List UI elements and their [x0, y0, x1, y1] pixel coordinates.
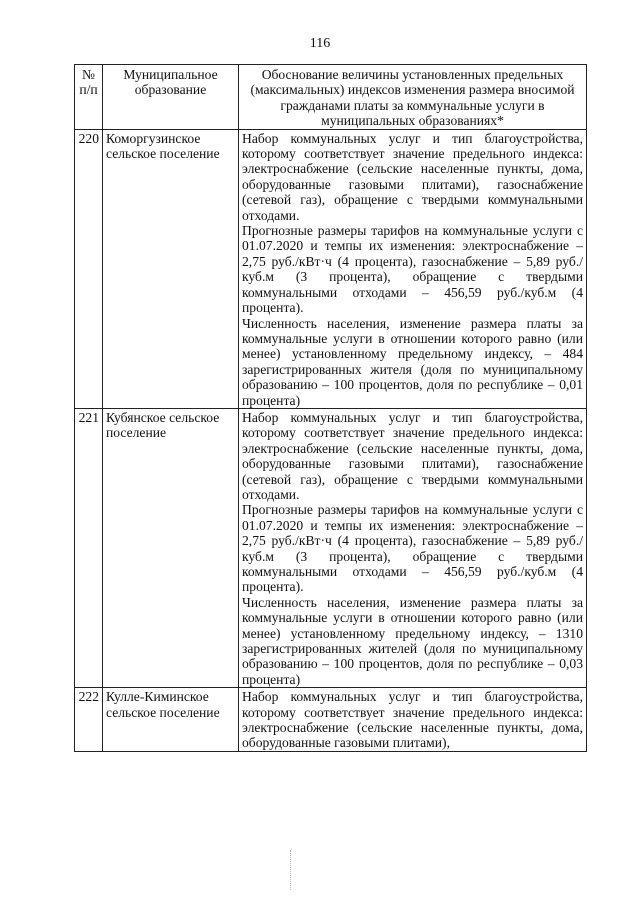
row-municipality: Кулле-Киминское сельское поселение — [103, 688, 239, 752]
table-row — [75, 129, 587, 408]
justification-services: Набор коммунальных услуг и тип благоустройства, которому соответствует значение предельного индекса: электроснабжение (сельские населенные пункты, дома, оборудованные газовыми плитами), газоснабжение (сетевой газ), обращение с твердыми коммунальными отходами. — [242, 409, 583, 502]
justification-services: Набор коммунальных услуг и тип благоустройства, которому соответствует значение предельного индекса: электроснабжение (сельские населенные пункты, дома, оборудованные газовыми плитами), газоснабжение (сетевой газ), обращение с твердыми коммунальными отходами. — [242, 130, 583, 223]
justification-tariffs: Прогнозные размеры тарифов на коммунальные услуги с 01.07.2020 и темпы их изменения: электроснабжение – 2,75 руб./кВт·ч (4 процента), газоснабжение – 5,89 руб./куб.м (3 процента), обращение с твердыми коммунальными отходами – 456,59 руб./куб.м (4 процента). — [242, 502, 583, 595]
justification-population: Численность населения, изменение размера платы за коммунальные услуги в отношении которого равно (или менее) установленному предельному индексу, – 484 зарегистрированных жителя (доля по муниципальному образованию – 100 процентов, доля по республике – 0,01 процента) — [242, 315, 583, 408]
table-header-row — [75, 65, 587, 130]
row-number: 221 — [75, 408, 103, 687]
page-number: 116 — [309, 36, 331, 51]
municipal-index-table — [74, 64, 587, 752]
row-justification — [239, 688, 587, 752]
header-municipality: Муниципальное образование — [103, 65, 239, 130]
row-justification — [239, 129, 587, 408]
row-municipality: Коморгузинское сельское поселение — [103, 129, 239, 408]
justification-tariffs: Прогнозные размеры тарифов на коммунальные услуги с 01.07.2020 и темпы их изменения: электроснабжение – 2,75 руб./кВт·ч (4 процента), газоснабжение – 5,89 руб./куб.м (3 процента), обращение с твердыми коммунальными отходами – 456,59 руб./куб.м (4 процента). — [242, 223, 583, 316]
header-justification: Обоснование величины установленных предельных (максимальных) индексов изменения размера вносимой гражданами платы за коммунальные услуги в муниципальных образованиях* — [239, 65, 587, 130]
table-row — [75, 688, 587, 752]
header-num: № п/п — [75, 65, 103, 130]
scan-artifact — [290, 850, 293, 890]
row-number: 220 — [75, 129, 103, 408]
justification-population: Численность населения, изменение размера платы за коммунальные услуги в отношении которого равно (или менее) установленному предельному индексу, – 1310 зарегистрированных жителей (доля по муниципальному образованию – 100 процентов, доля по республике – 0,03 процента) — [242, 594, 583, 687]
row-justification — [239, 408, 587, 687]
row-number: 222 — [75, 688, 103, 752]
table-row — [75, 408, 587, 687]
row-municipality: Кубянское сельское поселение — [103, 408, 239, 687]
justification-services: Набор коммунальных услуг и тип благоустройства, которому соответствует значение предельного индекса: электроснабжение (сельские населенные пункты, дома, оборудованные газовыми плитами), — [242, 689, 583, 751]
